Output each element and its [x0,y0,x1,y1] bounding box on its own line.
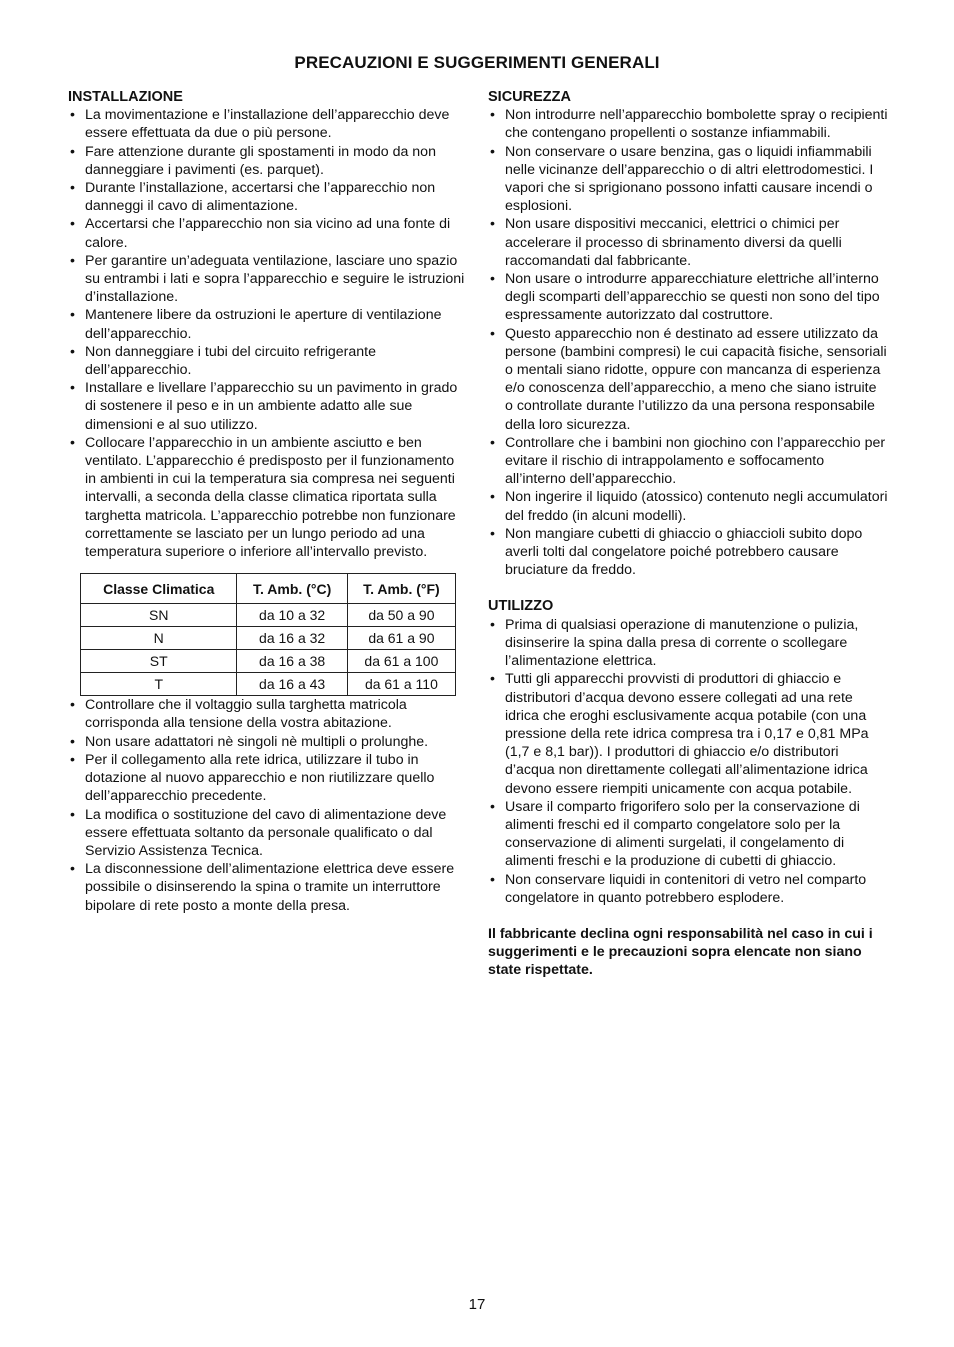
installazione-heading: INSTALLAZIONE [68,89,183,105]
table-cell: da 61 a 110 [347,673,455,696]
list-item: • La disconnessione dell’alimentazione elettrica deve essere possibile o disinserendo la spina o tramite un interruttore bipolare di rete posto a monte della presa. [68,860,468,915]
sicurezza-list [488,106,888,579]
list-item: • Usare il comparto frigorifero solo per la conservazione di alimenti freschi ed il comparto congelatore solo per la conservazione di alimenti surgelati, il congelamento di alimenti freschi e la produzione di cubetti di ghiaccio. [488,798,888,871]
list-item: • Questo apparecchio non é destinato ad essere utilizzato da persone (bambini compresi) le cui capacità fisiche, sensoriali o mentali siano ridotte, oppure con mancanza di esperienza e/o conoscenza dell’apparecchio, a meno che siano istruite o controllate durante l’utilizzo da una persona responsabile della loro sicurezza. [488,325,888,434]
list-item: • Non mangiare cubetti di ghiaccio o ghiaccioli subito dopo averli tolti dal congelatore poiché potrebbero causare bruciature da freddo. [488,525,888,580]
table-row [81,673,456,696]
list-item: • Non introdurre nell’apparecchio bombolette spray o recipienti che contengano propellenti o sostanze infiammabili. [488,106,888,142]
sicurezza-heading: SICUREZZA [488,89,571,105]
left-column [68,88,468,915]
table-cell: da 16 a 32 [237,627,347,650]
table-row [81,604,456,627]
utilizzo-list [488,616,888,907]
table-header-cell: Classe Climatica [81,574,237,604]
list-item: • Installare e livellare l’apparecchio su un pavimento in grado di sostenere il peso e in un ambiente adatto alle sue dimensioni e al suo utilizzo. [68,379,468,434]
list-item: • Non usare adattatori nè singoli nè multipli o prolunghe. [68,733,468,751]
list-item: • Controllare che il voltaggio sulla targhetta matricola corrisponda alla tensione della vostra abitazione. [68,696,468,732]
table-header-row [81,574,456,604]
list-item: • Non danneggiare i tubi del circuito refrigerante dell’apparecchio. [68,343,468,379]
table-cell: da 50 a 90 [347,604,455,627]
table-cell: ST [81,650,237,673]
table-cell: da 16 a 43 [237,673,347,696]
table-cell: T [81,673,237,696]
page-title: PRECAUZIONI E SUGGERIMENTI GENERALI [294,53,660,72]
installazione-list-continued [68,696,468,914]
table-cell: da 10 a 32 [237,604,347,627]
installazione-list [68,106,468,561]
list-item: • Non ingerire il liquido (atossico) contenuto negli accumulatori del freddo (in alcuni modelli). [488,488,888,524]
list-item: • Collocare l’apparecchio in un ambiente asciutto e ben ventilato. L’apparecchio é predisposto per il funzionamento in ambienti in cui la temperatura sia compresa nei seguenti intervalli, a seconda della classe climatica riportata sulla targhetta matricola. L’apparecchio potrebbe non funzionare correttamente se lasciato per un lungo periodo ad una temperatura superiore o inferiore all’intervallo previsto. [68,434,468,561]
list-item: • Prima di qualsiasi operazione di manutenzione o pulizia, disinserire la spina dalla presa di corrente o scollegare l’alimentazione elettrica. [488,616,888,671]
table-header-cell: T. Amb. (°C) [237,574,347,604]
list-item: • Mantenere libere da ostruzioni le aperture di ventilazione dell’apparecchio. [68,306,468,342]
list-item: • Non conservare o usare benzina, gas o liquidi infiammabili nelle vicinanze dell’apparecchio o di altri elettrodomestici. I vapori che si sprigionano possono infatti causare incendi o esplosioni. [488,143,888,216]
utilizzo-heading: UTILIZZO [488,598,554,615]
table-row [81,650,456,673]
list-item: • Controllare che i bambini non giochino con l’apparecchio per evitare il rischio di intrappolamento e soffocamento all’interno dell’apparecchio. [488,434,888,489]
list-item: • Per il collegamento alla rete idrica, utilizzare il tubo in dotazione al nuovo apparecchio e non riutilizzare quello dell’apparecchio precedente. [68,751,468,806]
table-cell: SN [81,604,237,627]
table-cell: da 61 a 90 [347,627,455,650]
page-number: 17 [468,1296,486,1313]
table-cell: da 61 a 100 [347,650,455,673]
list-item: • La movimentazione e l’installazione dell’apparecchio deve essere effettuata da due o più persone. [68,106,468,142]
table-cell: da 16 a 38 [237,650,347,673]
climate-class-table [80,573,456,696]
list-item: • Per garantire un’adeguata ventilazione, lasciare uno spazio su entrambi i lati e sopra l’apparecchio e seguire le istruzioni d’installazione. [68,252,468,307]
list-item: • Tutti gli apparecchi provvisti di produttori di ghiaccio e distributori d’acqua devono essere collegati ad una rete idrica che eroghi esclusivamente acqua potabile (con una pressione della rete idrica compresa tra i 0,17 e 0,81 MPa (1,7 e 8,1 bar)). I produttori di ghiaccio e/o distributori d’acqua non direttamente collegati all’alimentazione idrica devono essere riempiti unicamente con acqua potabile. [488,670,888,797]
list-item: • Fare attenzione durante gli spostamenti in modo da non danneggiare i pavimenti (es. parquet). [68,143,468,179]
table-cell: N [81,627,237,650]
list-item: • Non conservare liquidi in contenitori di vetro nel comparto congelatore in quanto potrebbero esplodere. [488,871,888,907]
list-item: • La modifica o sostituzione del cavo di alimentazione deve essere effettuata soltanto da personale qualificato o dal Servizio Assistenza Tecnica. [68,806,468,861]
table-row [81,627,456,650]
list-item: • Accertarsi che l’apparecchio non sia vicino ad una fonte di calore. [68,215,468,251]
right-column [488,88,888,980]
table-header-cell: T. Amb. (°F) [347,574,455,604]
list-item: • Non usare o introdurre apparecchiature elettriche all’interno degli scomparti dell’apparecchio se questi non sono del tipo espressamente autorizzato dal costruttore. [488,270,888,325]
list-item: • Non usare dispositivi meccanici, elettrici o chimici per accelerare il processo di sbrinamento diversi da quelli raccomandati dal fabbricante. [488,215,888,270]
disclaimer-text: Il fabbricante declina ogni responsabilità nel caso in cui i suggerimenti e le precauzioni sopra elencate non siano state rispettate. [488,925,873,979]
list-item: • Durante l’installazione, accertarsi che l’apparecchio non danneggi il cavo di alimentazione. [68,179,468,215]
